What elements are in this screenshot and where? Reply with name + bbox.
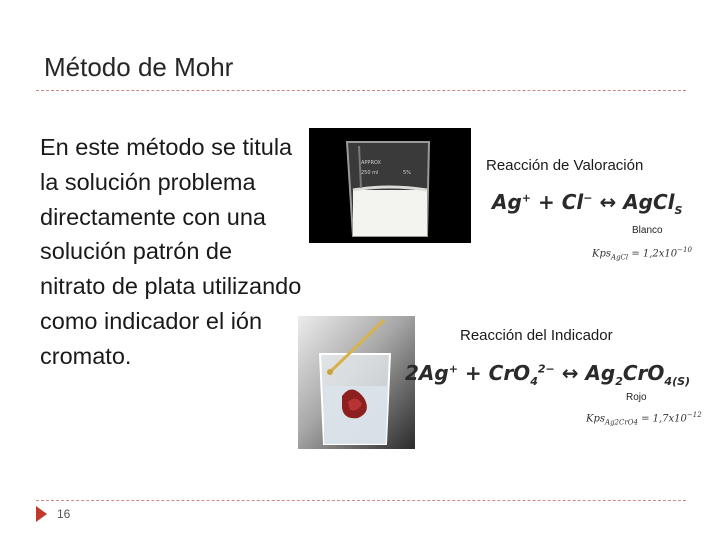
footer-divider — [36, 500, 686, 501]
red-precipitate-label: Rojo — [626, 392, 647, 403]
slide-title: Método de Mohr — [44, 52, 234, 82]
indicator-reaction-equation: 2Ag+ + CrO$_4^{2-}$ ↔ $Ag_2CrO_{4(S)}$ — [405, 361, 691, 388]
title-divider — [36, 90, 686, 91]
indicator-reaction-label: Reacción del Indicador — [460, 327, 613, 344]
slide-page-number: 16 — [57, 507, 71, 521]
titration-reaction-label: Reacción de Valoración — [486, 157, 644, 174]
body-paragraph: En este método se titula la solución problema directamente con una solución patrón de nitrato de plata utilizando como indicador el ión cromato. — [40, 134, 302, 369]
white-precipitate-beaker-photo — [309, 128, 471, 243]
red-precipitate-beaker-photo — [298, 316, 415, 449]
titration-reaction-equation: Ag+ + Cl− ↔ AgCl$_S$ — [492, 190, 683, 217]
beaker-marking-tolerance: 5% — [403, 170, 411, 176]
beaker-marking-volume: 250 ml — [361, 170, 379, 176]
white-precipitate-label: Blanco — [632, 225, 663, 236]
agcl-kps-value: $Kps_{AgCl} = 1,2x10^{-10}$ — [592, 246, 692, 262]
slide-bullet-arrow-icon — [36, 506, 47, 522]
ag2cro4-kps-value: $Kps_{Ag2CrO4} = 1,7x10^{-12}$ — [586, 411, 702, 427]
beaker-marking-approx: APPROX — [361, 160, 381, 166]
